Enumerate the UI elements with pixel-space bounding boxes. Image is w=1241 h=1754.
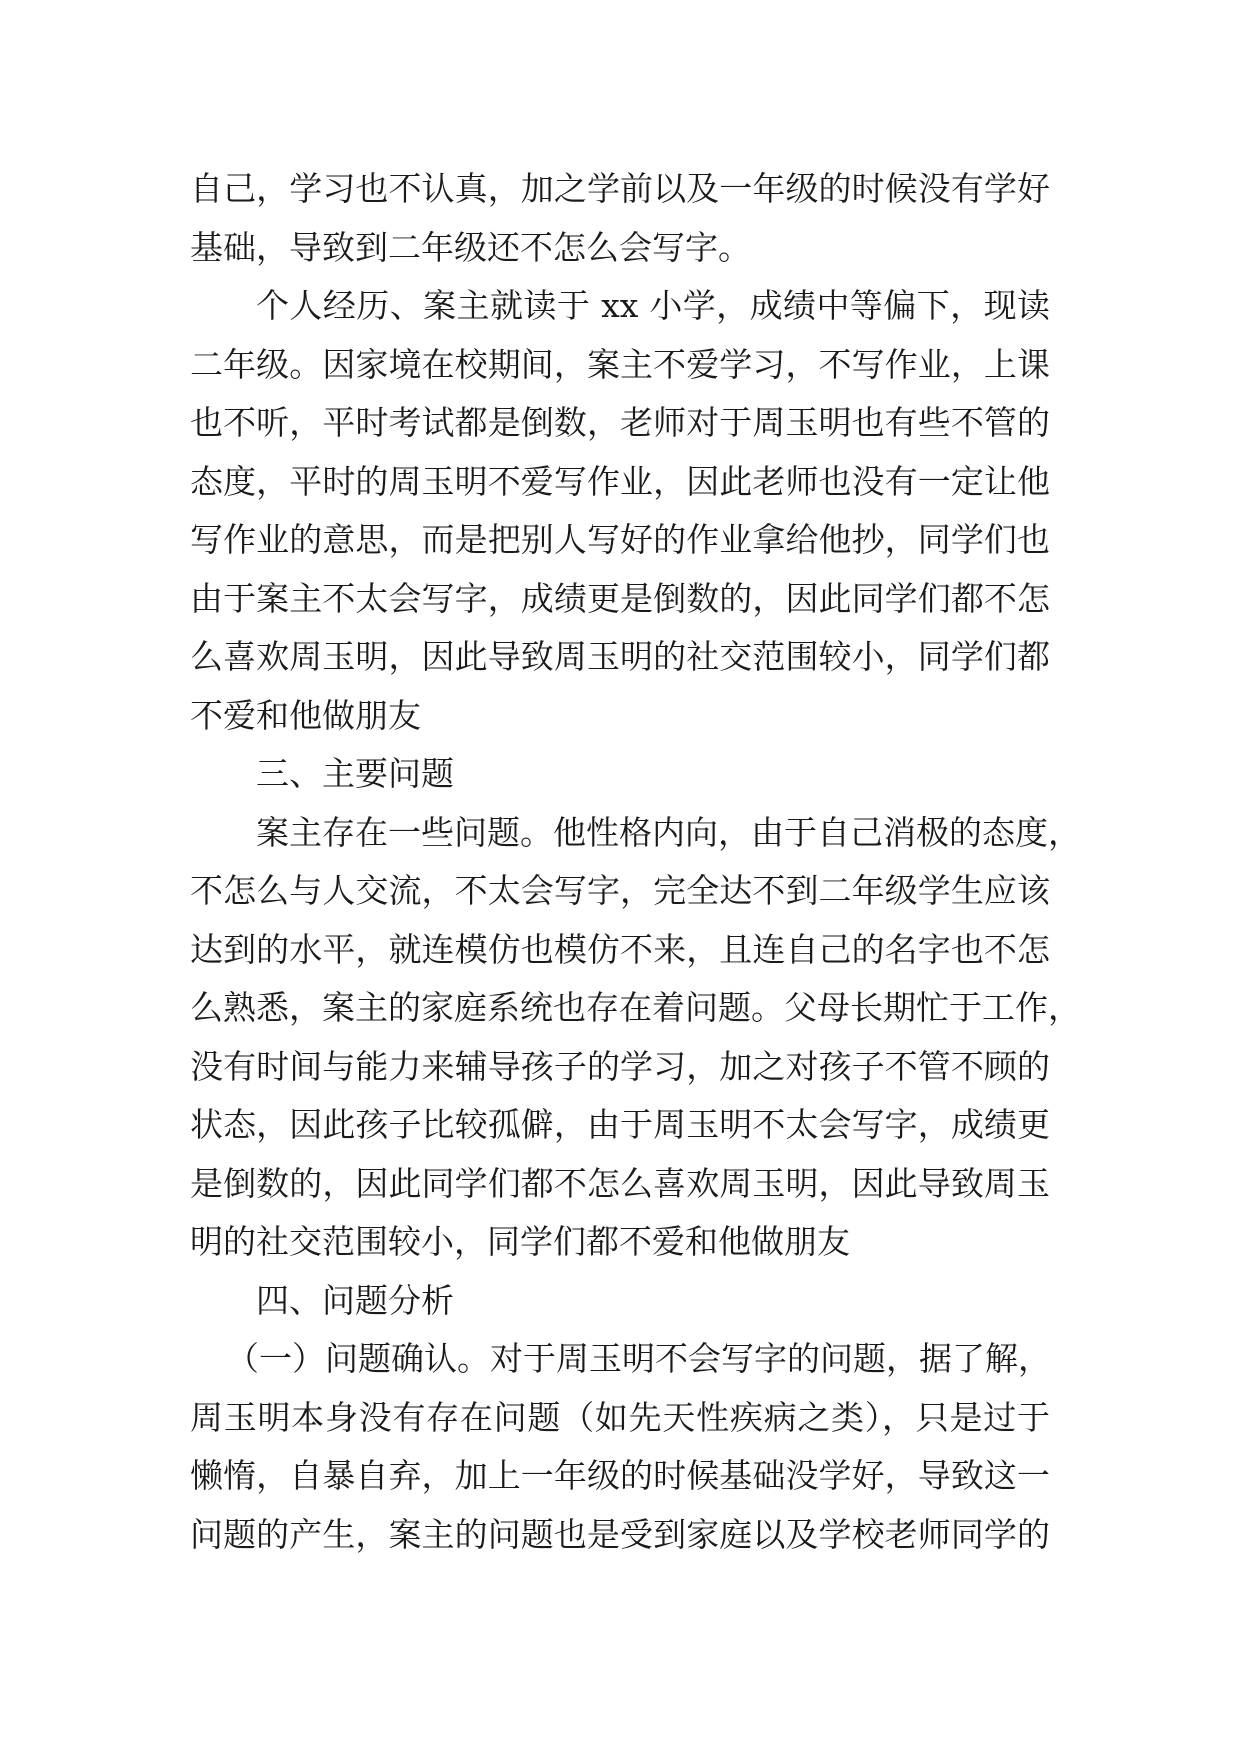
text-line: 不爱和他做朋友 [190,695,421,735]
text-line: 由于案主不太会写字，成绩更是倒数的，因此同学们都不怎 [190,578,1050,618]
text-line: 没有时间与能力来辅导孩子的学习，加之对孩子不管不顾的 [190,1046,1050,1086]
document-body [190,160,1081,1564]
text-line: 是倒数的，因此同学们都不怎么喜欢周玉明，因此导致周玉 [190,1163,1050,1203]
text-line: 态度，平时的周玉明不爱写作业，因此老师也没有一定让他 [190,461,1050,501]
text-line: 也不听，平时考试都是倒数，老师对于周玉明也有些不管的 [190,403,1050,442]
text-line: 明的社交范围较小，同学们都不爱和他做朋友 [190,1222,850,1261]
text-line: 状态，因此孩子比较孤僻，由于周玉明不太会写字，成绩更 [190,1105,1050,1144]
paragraph-start-line: 案主存在一些问题。他性格内向，由于自己消极的态度， [256,812,1081,852]
paragraph-start-line: 个人经历、案主就读于 xx 小学，成绩中等偏下，现读 [256,286,1050,325]
text-line: 么喜欢周玉明，因此导致周玉明的社交范围较小，同学们都 [190,637,1050,676]
text-line: 写作业的意思，而是把别人写好的作业拿给他抄，同学们也 [190,520,1050,559]
section-heading: 四、问题分析 [256,1280,454,1320]
text-line: 问题的产生，案主的问题也是受到家庭以及学校老师同学的 [190,1514,1050,1554]
text-line: 达到的水平，就连模仿也模仿不来，且连自己的名字也不怎 [190,929,1050,969]
text-line: 自己，学习也不认真，加之学前以及一年级的时候没有学好 [190,169,1050,208]
text-line: 周玉明本身没有存在问题（如先天性疾病之类），只是过于 [190,1397,1050,1437]
text-line: 基础，导致到二年级还不怎么会写字。 [190,227,751,267]
text-line: 二年级。因家境在校期间，案主不爱学习，不写作业，上课 [190,344,1050,384]
section-heading: 三、主要问题 [256,754,454,793]
text-line: 懒惰，自暴自弃，加上一年级的时候基础没学好，导致这一 [190,1456,1050,1495]
text-line: 不怎么与人交流，不太会写字，完全达不到二年级学生应该 [190,871,1050,910]
text-line: 么熟悉，案主的家庭系统也存在着问题。父母长期忙于工作， [190,988,1081,1027]
paragraph-start-line: （一）问题确认。对于周玉明不会写字的问题，据了解， [226,1339,1051,1378]
